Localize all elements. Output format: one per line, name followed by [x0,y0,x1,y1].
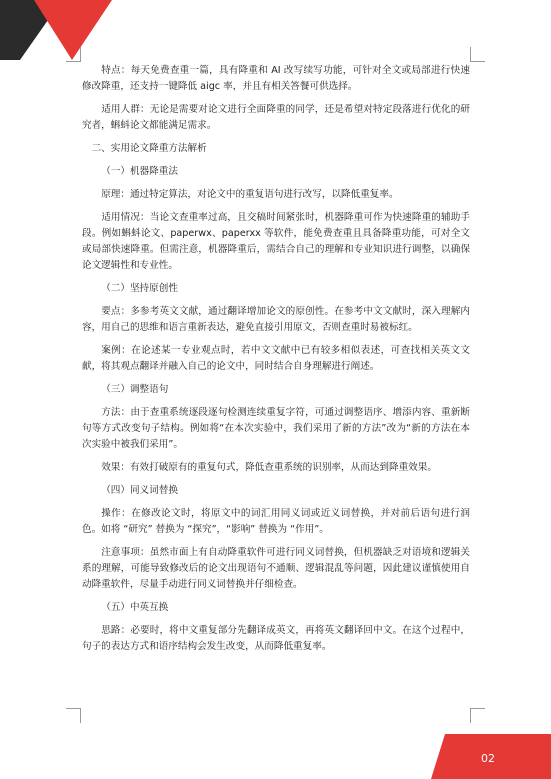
section-heading: （四）同义词替换 [101,485,178,496]
paragraph: 思路：必要时，将中文重复部分先翻译成英文，再将英文翻译回中文。在这个过程中，句子的表达方式和语序结构会发生改变，从而降低重复率。 [82,625,470,652]
paragraph: 方法：由于查重系统逐段逐句检测连续重复字符，可通过调整语序、增添内容、重新断句等方式改变句子结构。例如将“在本次实验中，我们采用了新的方法”改为“新的方法在本次实验中被我们采用”。 [82,407,470,450]
section-heading: 二、实用论文降重方法解析 [91,143,207,154]
section-heading: （二）坚持原创性 [101,283,178,294]
document-body [82,63,470,662]
paragraph: 原理：通过特定算法，对论文中的重复语句进行改写，以降低重复率。 [101,189,399,200]
paragraph: 适用情况：当论文查重率过高，且交稿时间紧张时，机器降重可作为快速降重的辅助手段。例如蝌蚪论文、paperwx、paperxx 等软件，能免费查重且具备降重功能，可对全文或局部快速降重。但需注意，机器降重后，需结合自己的理解和专业知识进行调整，以确保论文逻辑性和专业性。 [82,212,470,271]
paragraph: 案例：在论述某一专业观点时，若中文文献中已有较多相似表述，可查找相关英文文献，将其观点翻译并融入自己的论文中，同时结合自身理解进行阐述。 [82,345,470,372]
paragraph: 注意事项：虽然市面上有自动降重软件可进行同义词替换，但机器缺乏对语境和逻辑关系的理解，可能导致修改后的论文出现语句不通顺、逻辑混乱等问题，因此建议谨慎使用自动降重软件，尽量手动进行同义词替换并仔细检查。 [82,547,470,590]
paragraph: 特点：每天免费查重一篇，具有降重和 AI 改写续写功能，可针对全文或局部进行快速修改降重，还支持一键降低 aigc 率，并且有相关答餐可供选择。 [82,65,470,92]
section-heading: （一）机器降重法 [101,166,178,177]
paragraph: 操作：在修改论文时，将原文中的词汇用同义词或近义词替换，并对前后语句进行润色。如将 “研究” 替换为 “探究”，“影响” 替换为 “作用”。 [82,508,470,535]
section-heading: （五）中英互换 [101,602,169,613]
crop-mark-bottom-right [470,708,485,723]
crop-mark-top-left [66,47,81,62]
crop-mark-bottom-left [66,708,81,723]
paragraph: 效果：有效打破原有的重复句式，降低查重系统的识别率，从而达到降重效果。 [101,462,437,473]
section-heading: （三）调整语句 [101,384,169,395]
paragraph: 要点：多参考英文文献，通过翻译增加论文的原创性。在参考中文文献时，深入理解内容，用自己的思维和语言重新表达，避免直接引用原文，否则查重时易被标红。 [82,306,470,333]
paragraph: 适用人群：无论是需要对论文进行全面降重的同学，还是希望对特定段落进行优化的研究者，蝌蚪论文都能满足需求。 [82,104,470,131]
page-number: 02 [481,752,495,765]
crop-mark-top-right [470,47,485,62]
corner-decoration-top-left [0,0,120,60]
